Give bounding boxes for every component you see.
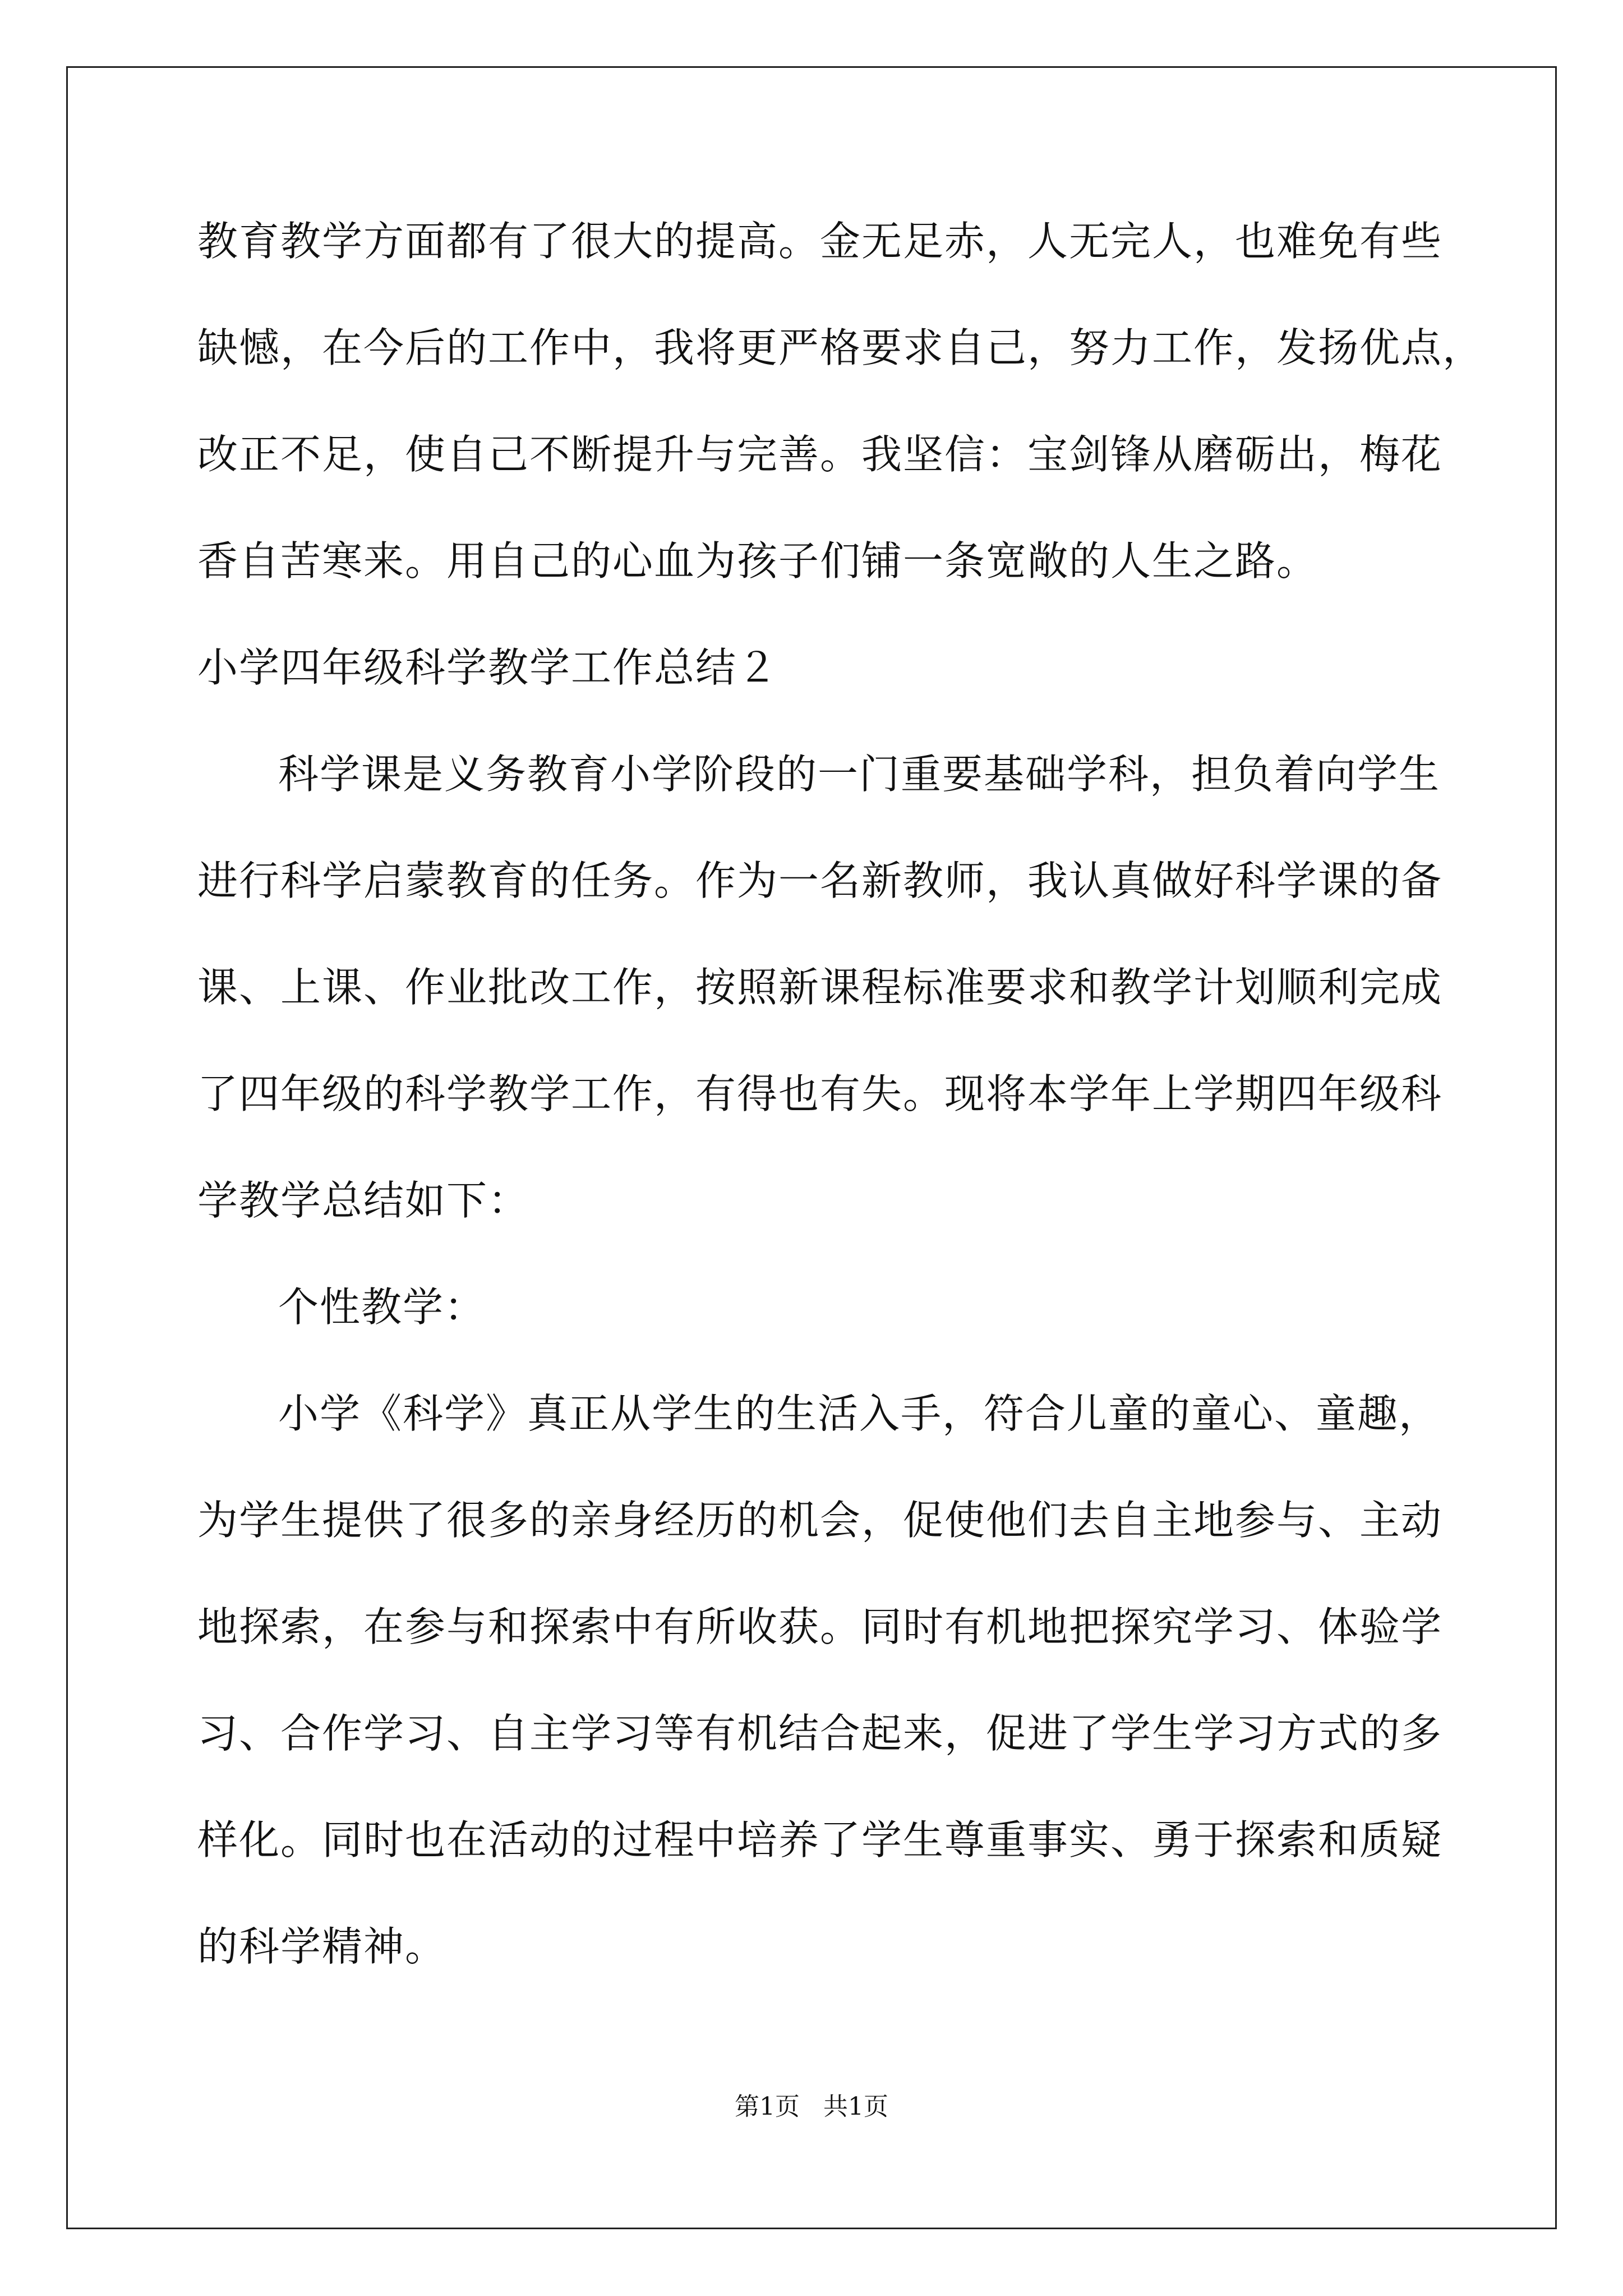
text-line: 的科学精神。 [197,1923,447,1970]
page-footer: 第1页 共1页 [735,2092,888,2121]
text-line: 科学课是义务教育小学阶段的一门重要基础学科，担负着向学生 [278,751,1441,798]
text-line: 了四年级的科学教学工作，有得也有失。现将本学年上学期四年级科 [197,1070,1443,1117]
text-line: 习、合作学习、自主学习等有机结合起来，促进了学生学习方式的多 [197,1710,1443,1757]
section-heading: 小学四年级科学教学工作总结２ [197,644,779,691]
text-line: 小学《科学》真正从学生的生活入手，符合儿童的童心、童趣， [278,1390,1441,1437]
text-line: 教育教学方面都有了很大的提高。金无足赤，人无完人，也难免有些 [197,218,1443,265]
text-line: 香自苦寒来。用自己的心血为孩子们铺一条宽敞的人生之路。 [197,537,1318,585]
text-line: 课、上课、作业批改工作，按照新课程标准要求和教学计划顺利完成 [197,964,1443,1011]
text-line: 为学生提供了很多的亲身经历的机会，促使他们去自主地参与、主动 [197,1497,1443,1544]
text-line: 缺憾，在今后的工作中，我将更严格要求自己，努力工作，发扬优点， [197,324,1484,371]
text-line: 进行科学启蒙教育的任务。作为一名新教师，我认真做好科学课的备 [197,857,1443,904]
text-line: 改正不足，使自己不断提升与完善。我坚信：宝剑锋从磨砺出，梅花 [197,431,1443,478]
text-line: 地探索，在参与和探索中有所收获。同时有机地把探究学习、体验学 [197,1603,1443,1650]
text-line: 学教学总结如下： [197,1177,530,1224]
subheading-line: 个性教学： [278,1283,486,1331]
document-body [197,213,1484,2025]
text-line: 样化。同时也在活动的过程中培养了学生尊重事实、勇于探索和质疑 [197,1816,1443,1864]
